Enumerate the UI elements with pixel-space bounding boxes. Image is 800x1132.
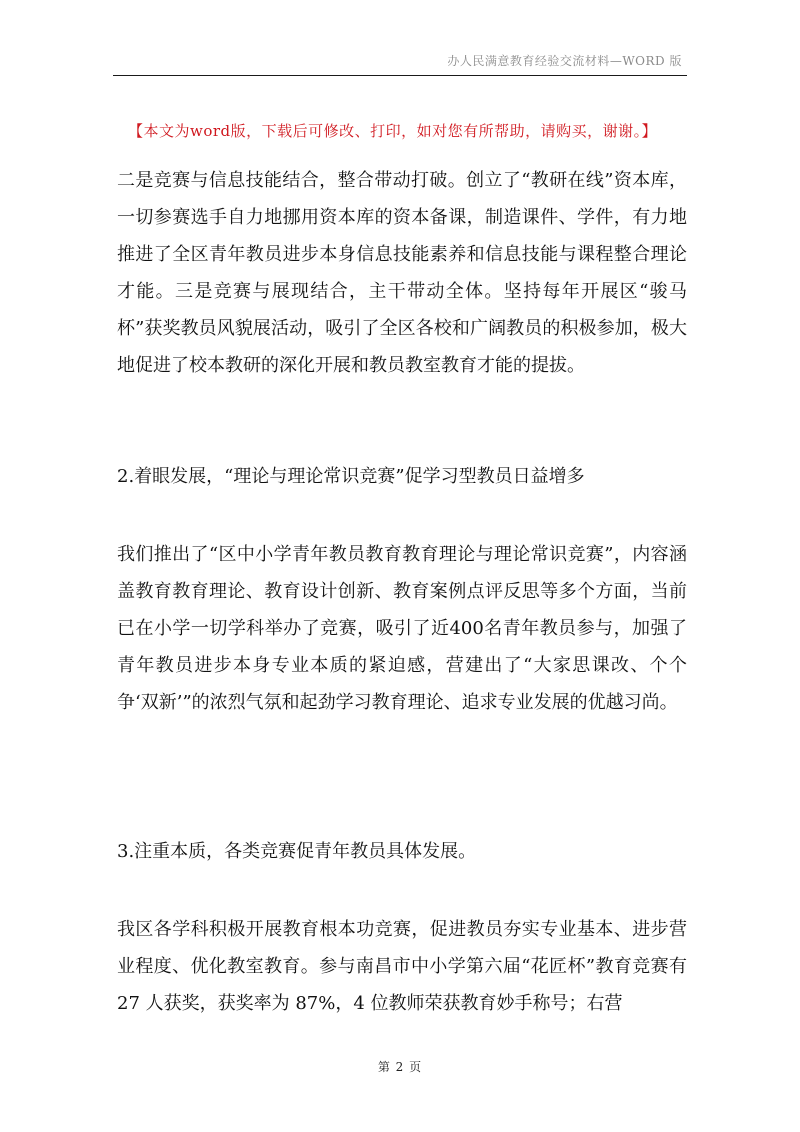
section-heading-3: 3.注重本质，各类竞赛促青年教员具体发展。 (117, 841, 477, 862)
header-divider (113, 75, 687, 76)
page-header: 办人民满意教育经验交流材料—WORD 版 (447, 54, 682, 68)
download-notice: 【本文为word版，下载后可修改、打印，如对您有所帮助，请购买，谢谢。】 (128, 122, 658, 140)
page-number: 第 2 页 (377, 1060, 423, 1074)
section-heading-2: 2.着眼发展，“理论与理论常识竞赛”促学习型教员日益增多 (117, 466, 585, 487)
body-paragraph-3: 我区各学科积极开展教育根本功竞赛，促进教员夯实专业基本、进步营业程度、优化教室教育。参与南昌市中小学第六届“花匠杯”教育竞赛有 27 人获奖，获奖率为 87%，4 位教师荣获教育妙手称号；右营 (117, 919, 687, 1014)
body-paragraph-2: 我们推出了“区中小学青年教员教育教育理论与理论常识竞赛”，内容涵盖教育教育理论、教育设计创新、教育案例点评反思等多个方面，当前已在小学一切学科举办了竞赛，吸引了近400名青年教员参与，加强了青年教员进步本身专业本质的紧迫感，营建出了“大家思课改、个个争‘双新’”的浓烈气氛和起劲学习教育理论、追求专业发展的优越习尚。 (117, 544, 687, 713)
body-paragraph-1: 二是竞赛与信息技能结合，整合带动打破。创立了“教研在线”资本库，一切参赛选手自力地挪用资本库的资本备课，制造课件、学件，有力地推进了全区青年教员进步本身信息技能素养和信息技能与课程整合理论才能。三是竞赛与展现结合，主干带动全体。坚持每年开展区“骏马杯”获奖教员风貌展活动，吸引了全区各校和广阔教员的积极参加，极大地促进了校本教研的深化开展和教员教室教育才能的提拔。 (117, 170, 687, 376)
